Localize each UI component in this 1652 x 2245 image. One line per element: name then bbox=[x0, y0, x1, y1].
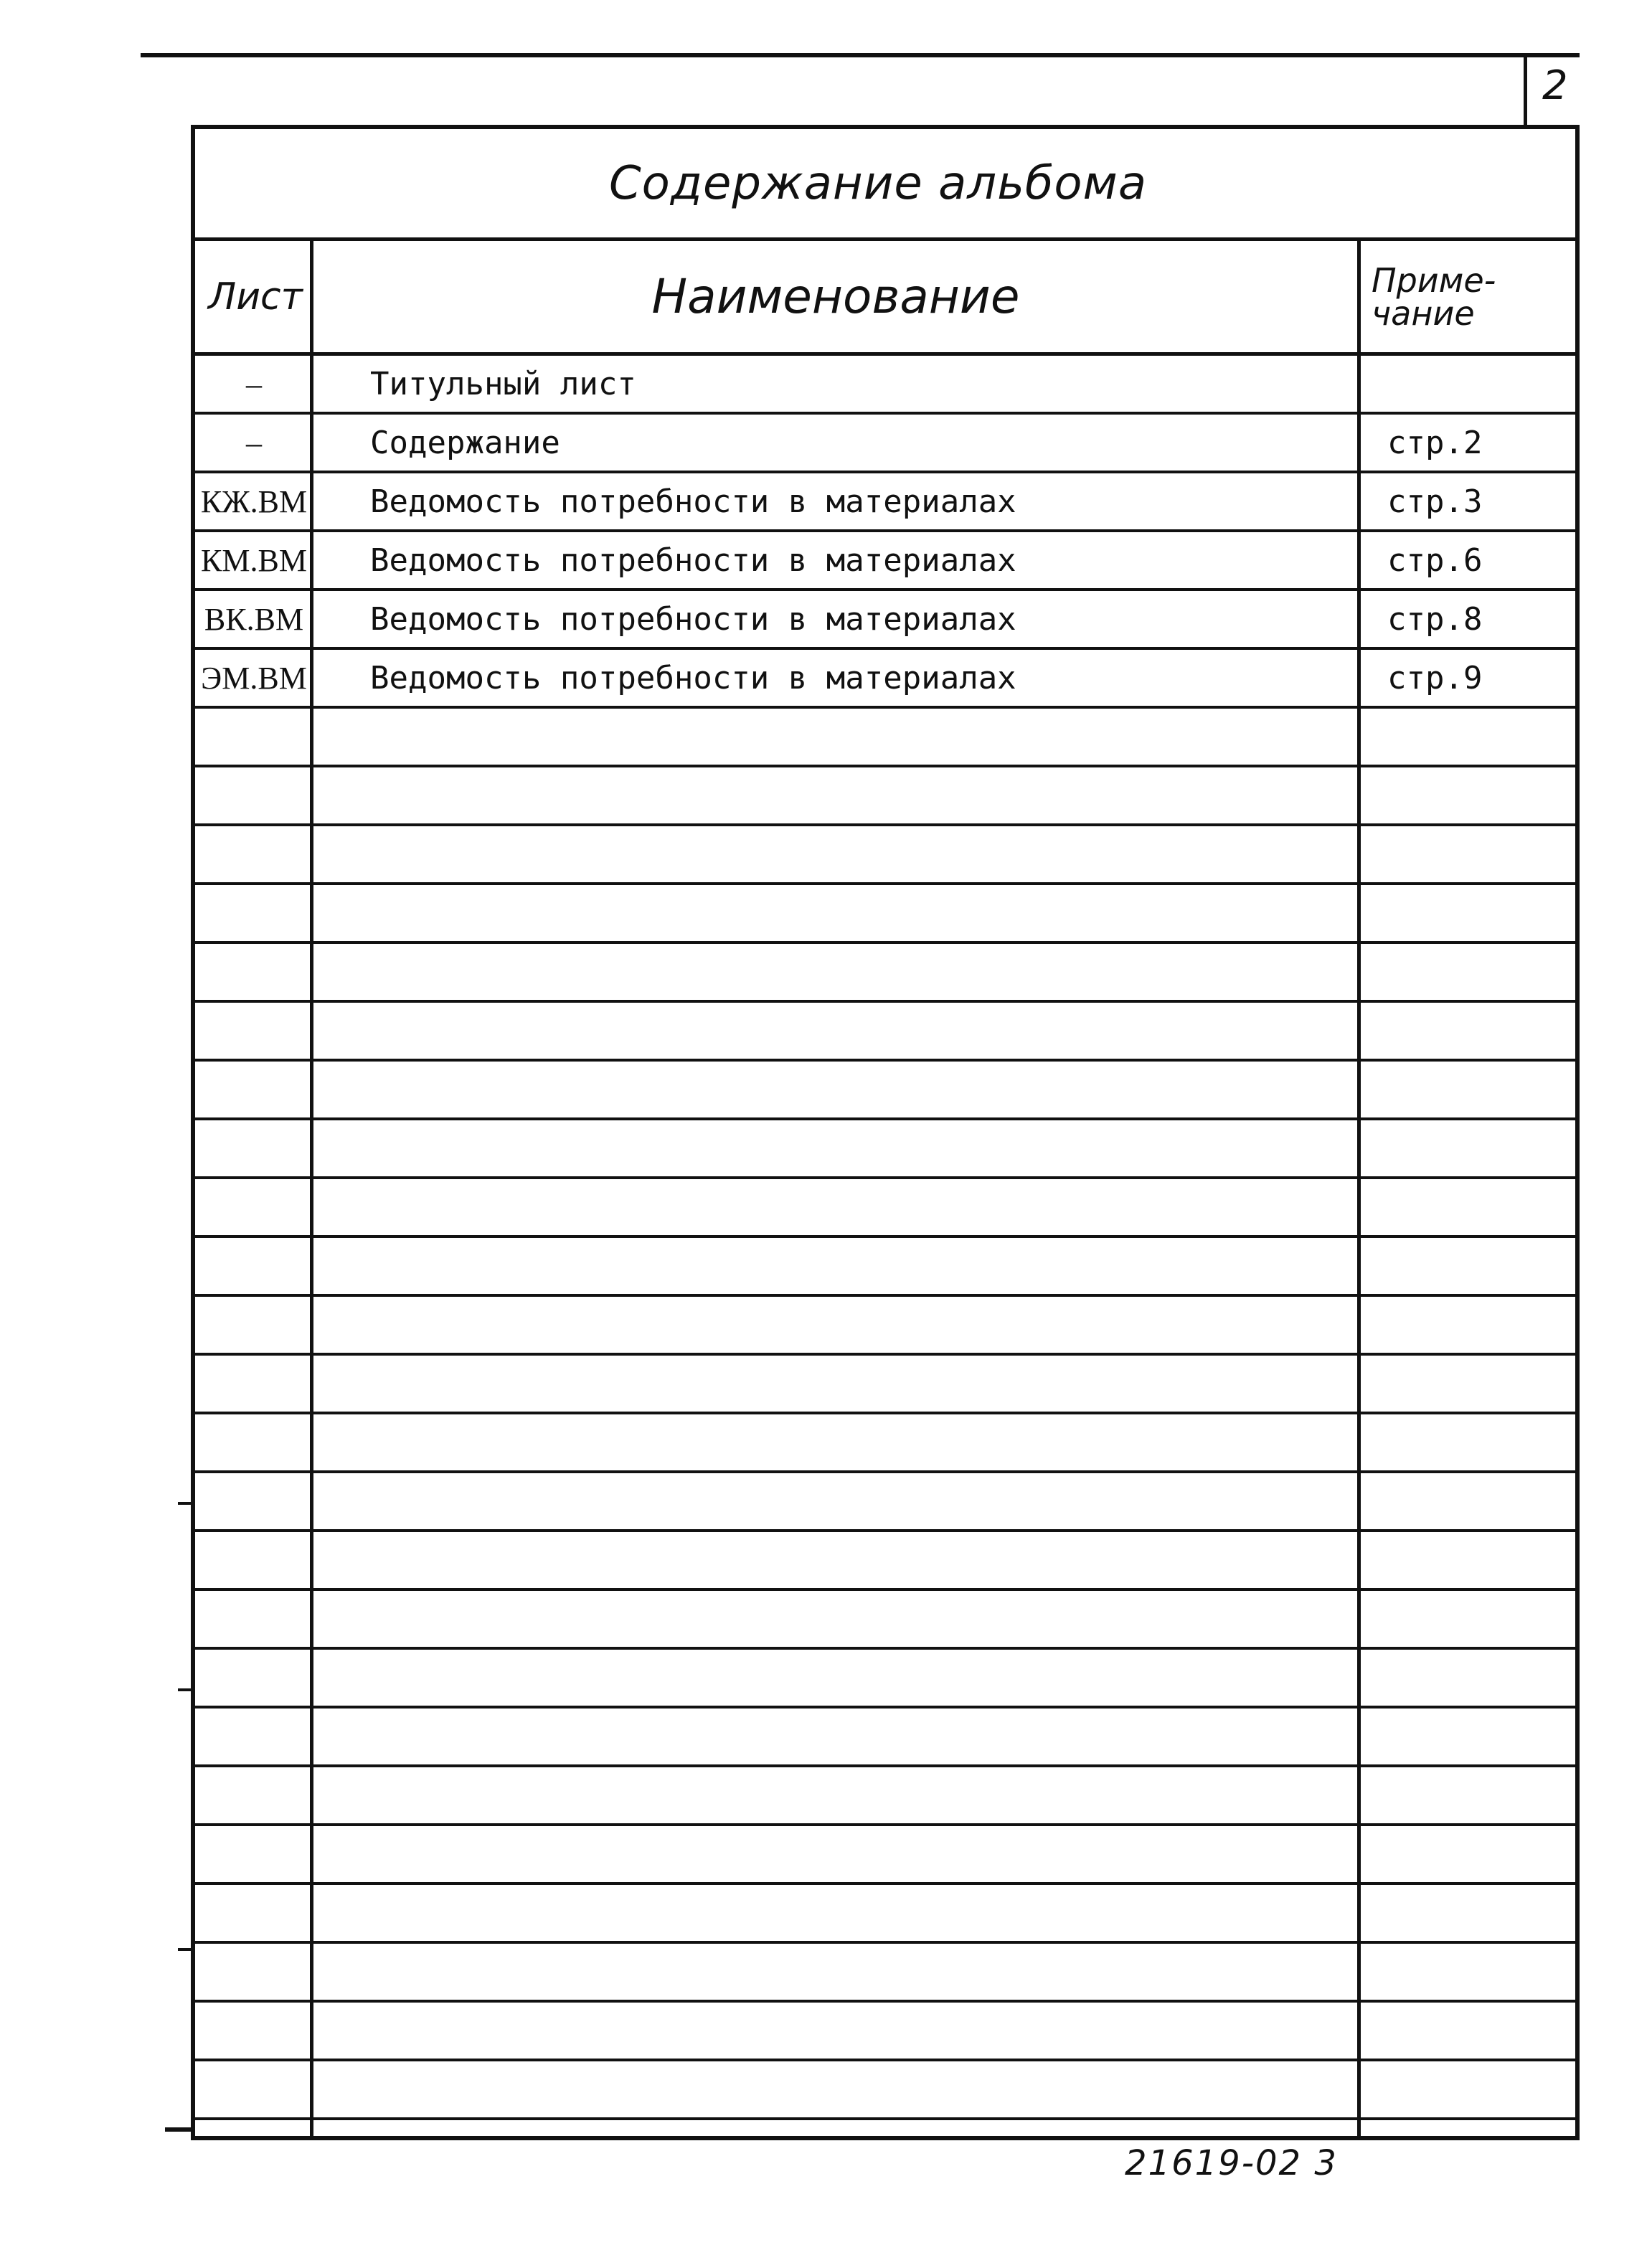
empty-table-row bbox=[195, 1650, 1575, 1708]
row-note: стр.9 bbox=[1387, 659, 1483, 696]
row-name: Ведомость потребности в материалах bbox=[370, 659, 1016, 696]
contents-table bbox=[191, 125, 1580, 2140]
column-divider-note bbox=[1357, 241, 1361, 2136]
row-sheet: – bbox=[246, 425, 262, 460]
empty-table-row bbox=[195, 885, 1575, 944]
empty-table-row bbox=[195, 1591, 1575, 1650]
row-name: Ведомость потребности в материалах bbox=[370, 542, 1016, 579]
title-row bbox=[195, 129, 1575, 241]
table-row bbox=[195, 591, 1575, 650]
empty-table-row bbox=[195, 1356, 1575, 1414]
document-code: 21619-02 3 bbox=[1125, 2143, 1338, 2183]
table-title: Содержание альбома bbox=[608, 156, 1148, 210]
header-name: Наименование bbox=[651, 269, 1020, 324]
empty-rows bbox=[195, 709, 1575, 2120]
empty-table-row bbox=[195, 1767, 1575, 1826]
empty-table-row bbox=[195, 709, 1575, 767]
margin-tick bbox=[178, 1948, 194, 1951]
empty-table-row bbox=[195, 1414, 1575, 1473]
table-body bbox=[195, 356, 1575, 2120]
bottom-rule-extension bbox=[165, 2127, 194, 2132]
row-sheet: ЭМ.ВМ bbox=[201, 660, 307, 696]
empty-table-row bbox=[195, 1238, 1575, 1297]
empty-table-row bbox=[195, 826, 1575, 885]
empty-table-row bbox=[195, 2061, 1575, 2120]
column-divider-sheet bbox=[310, 241, 313, 2136]
empty-table-row bbox=[195, 767, 1575, 826]
row-sheet: КЖ.ВМ bbox=[200, 483, 308, 519]
row-name: Ведомость потребности в материалах bbox=[370, 483, 1016, 520]
empty-table-row bbox=[195, 1473, 1575, 1532]
table-row bbox=[195, 356, 1575, 415]
row-sheet: ВК.ВМ bbox=[204, 601, 304, 637]
header-sheet: Лист bbox=[208, 275, 303, 318]
margin-tick bbox=[178, 1688, 194, 1691]
table-row bbox=[195, 415, 1575, 473]
empty-table-row bbox=[195, 1532, 1575, 1591]
empty-table-row bbox=[195, 1003, 1575, 1062]
row-note: стр.3 bbox=[1387, 483, 1483, 520]
empty-table-row bbox=[195, 944, 1575, 1003]
row-name: Содержание bbox=[370, 424, 560, 461]
row-sheet: КМ.ВМ bbox=[201, 542, 307, 578]
row-note: стр.6 bbox=[1387, 542, 1483, 579]
row-note bbox=[1387, 356, 1574, 412]
page-number: 2 bbox=[1542, 62, 1568, 109]
table-row bbox=[195, 473, 1575, 532]
table-row bbox=[195, 532, 1575, 591]
row-sheet: – bbox=[246, 366, 262, 402]
row-note: стр.2 bbox=[1387, 424, 1483, 461]
row-note: стр.8 bbox=[1387, 600, 1483, 638]
header-note: Приме- чание bbox=[1372, 260, 1496, 333]
empty-table-row bbox=[195, 1826, 1575, 1885]
table-row bbox=[195, 650, 1575, 709]
empty-table-row bbox=[195, 1297, 1575, 1356]
empty-table-row bbox=[195, 1708, 1575, 1767]
empty-table-row bbox=[195, 1062, 1575, 1120]
empty-table-row bbox=[195, 1885, 1575, 1944]
row-name: Ведомость потребности в материалах bbox=[370, 600, 1016, 638]
empty-table-row bbox=[195, 1944, 1575, 2003]
empty-table-row bbox=[195, 1120, 1575, 1179]
empty-table-row bbox=[195, 1179, 1575, 1238]
row-name: Титульный лист bbox=[370, 365, 636, 402]
margin-tick bbox=[178, 1502, 194, 1505]
header-row bbox=[195, 241, 1575, 356]
empty-table-row bbox=[195, 2003, 1575, 2061]
top-rule bbox=[141, 53, 1580, 57]
